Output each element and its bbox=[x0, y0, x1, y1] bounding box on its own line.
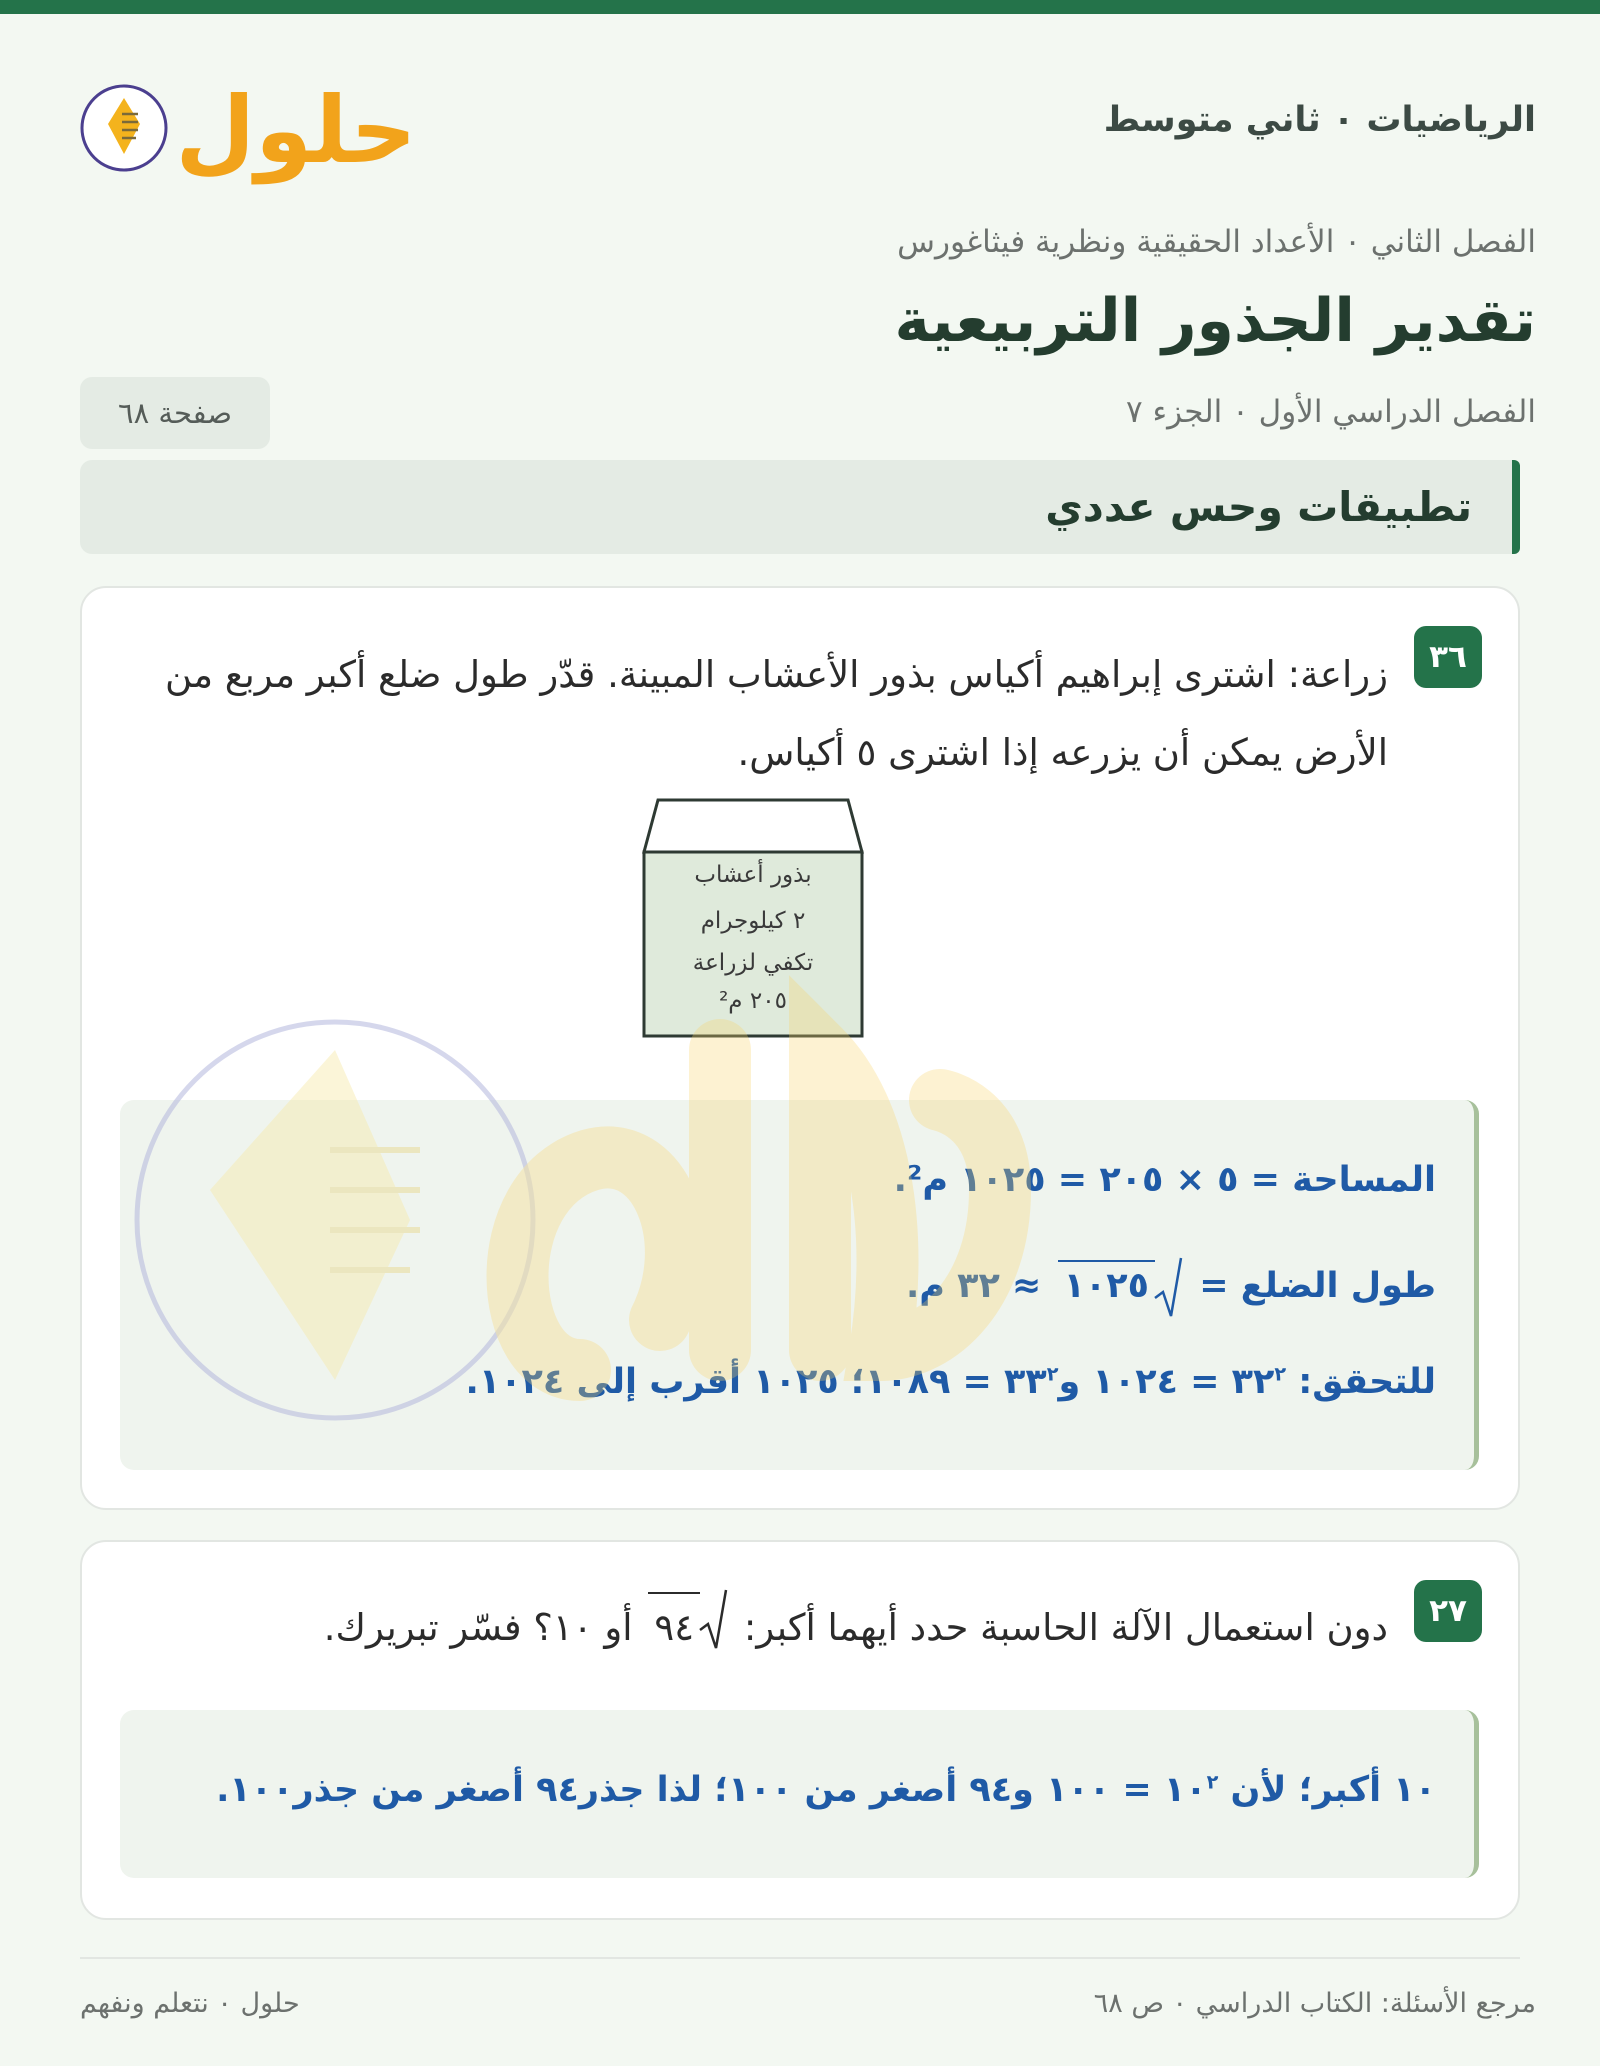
exponent: ٢ bbox=[1206, 1770, 1219, 1794]
footer-divider bbox=[80, 1957, 1520, 1959]
side-suffix: ≈ ٣٢ م. bbox=[905, 1266, 1054, 1306]
answer-box bbox=[120, 1100, 1479, 1470]
hulul-logo bbox=[78, 62, 417, 184]
footer-reference: مرجع الأسئلة: الكتاب الدراسي ٠ ص ٦٨ bbox=[1093, 1988, 1536, 2019]
question-text bbox=[138, 1592, 1388, 1658]
radical-sign-icon bbox=[698, 1586, 728, 1652]
top-accent-bar bbox=[0, 0, 1600, 14]
bag-label-line2: ٢ كيلوجرام bbox=[700, 908, 806, 934]
question-number-badge: ٣٦ bbox=[1414, 626, 1482, 688]
bag-label-line3: تكفي لزراعة bbox=[692, 950, 814, 976]
question-text: زراعة: اشترى إبراهيم أكياس بذور الأعشاب المبينة. قدّر طول ضلع أكبر مربع من الأرض يمكن أن يزرعه إذا اشترى ٥ أكياس. bbox=[165, 653, 1388, 774]
bag-label-line4: ٢٠٥ م² bbox=[719, 988, 787, 1014]
square-root-expression bbox=[1058, 1260, 1183, 1306]
radical-sign-icon bbox=[1153, 1254, 1183, 1320]
chapter-label: الفصل الثاني ٠ الأعداد الحقيقية ونظرية فيثاغورس bbox=[897, 224, 1536, 260]
question-card-37 bbox=[80, 1540, 1520, 1920]
footer-brand: حلول ٠ نتعلم ونفهم bbox=[80, 1988, 300, 2019]
question-suffix: أو ١٠؟ فسّر تبريرك. bbox=[323, 1606, 645, 1649]
question-prefix: دون استعمال الآلة الحاسبة حدد أيهما أكبر: bbox=[732, 1606, 1388, 1649]
exponent-1: ٢ bbox=[1274, 1362, 1287, 1386]
answer-line-side bbox=[906, 1260, 1436, 1306]
square-root-expression bbox=[648, 1592, 728, 1658]
lesson-title: تقدير الجذور التربيعية bbox=[894, 286, 1536, 356]
section-title: تطبيقات وحس عددي bbox=[1045, 483, 1472, 531]
radicand: ١٠٢٥ bbox=[1058, 1260, 1155, 1306]
seed-bag-figure bbox=[642, 798, 864, 1038]
answer-line-area: المساحة = ٥ × ٢٠٥ = ١٠٢٥ م². bbox=[893, 1160, 1436, 1200]
check-part-a: للتحقق: ٣٢ bbox=[1231, 1362, 1436, 1402]
bag-label-line1: بذور أعشاب bbox=[694, 862, 812, 888]
answer-part-a: ١٠ أكبر؛ لأن ١٠ bbox=[1163, 1770, 1436, 1810]
subject-grade-label: الرياضيات ٠ ثاني متوسط bbox=[1103, 100, 1536, 140]
logo-text: حلول bbox=[175, 77, 417, 184]
answer-part-b: = ١٠٠ و٩٤ أصغر من ١٠٠؛ لذا جذر٩٤ أصغر من جذر١٠٠. bbox=[216, 1770, 1164, 1810]
question-number-badge: ٢٧ bbox=[1414, 1580, 1482, 1642]
check-part-c: = ١٠٨٩؛ ١٠٢٥ أقرب إلى ١٠٢٤. bbox=[465, 1362, 1005, 1402]
check-part-b: = ١٠٢٤ و٣٣ bbox=[1004, 1362, 1232, 1402]
answer-line-check bbox=[466, 1362, 1436, 1402]
exponent-2: ٢ bbox=[1046, 1362, 1059, 1386]
radicand: ٩٤ bbox=[648, 1592, 700, 1658]
answer-line bbox=[216, 1770, 1436, 1810]
answer-box bbox=[120, 1710, 1479, 1878]
question-card-36 bbox=[80, 586, 1520, 1510]
section-header bbox=[80, 460, 1520, 554]
page-badge: صفحة ٦٨ bbox=[80, 377, 270, 449]
term-label: الفصل الدراسي الأول ٠ الجزء ٧ bbox=[1126, 394, 1536, 430]
side-prefix: طول الضلع = bbox=[1187, 1266, 1436, 1306]
